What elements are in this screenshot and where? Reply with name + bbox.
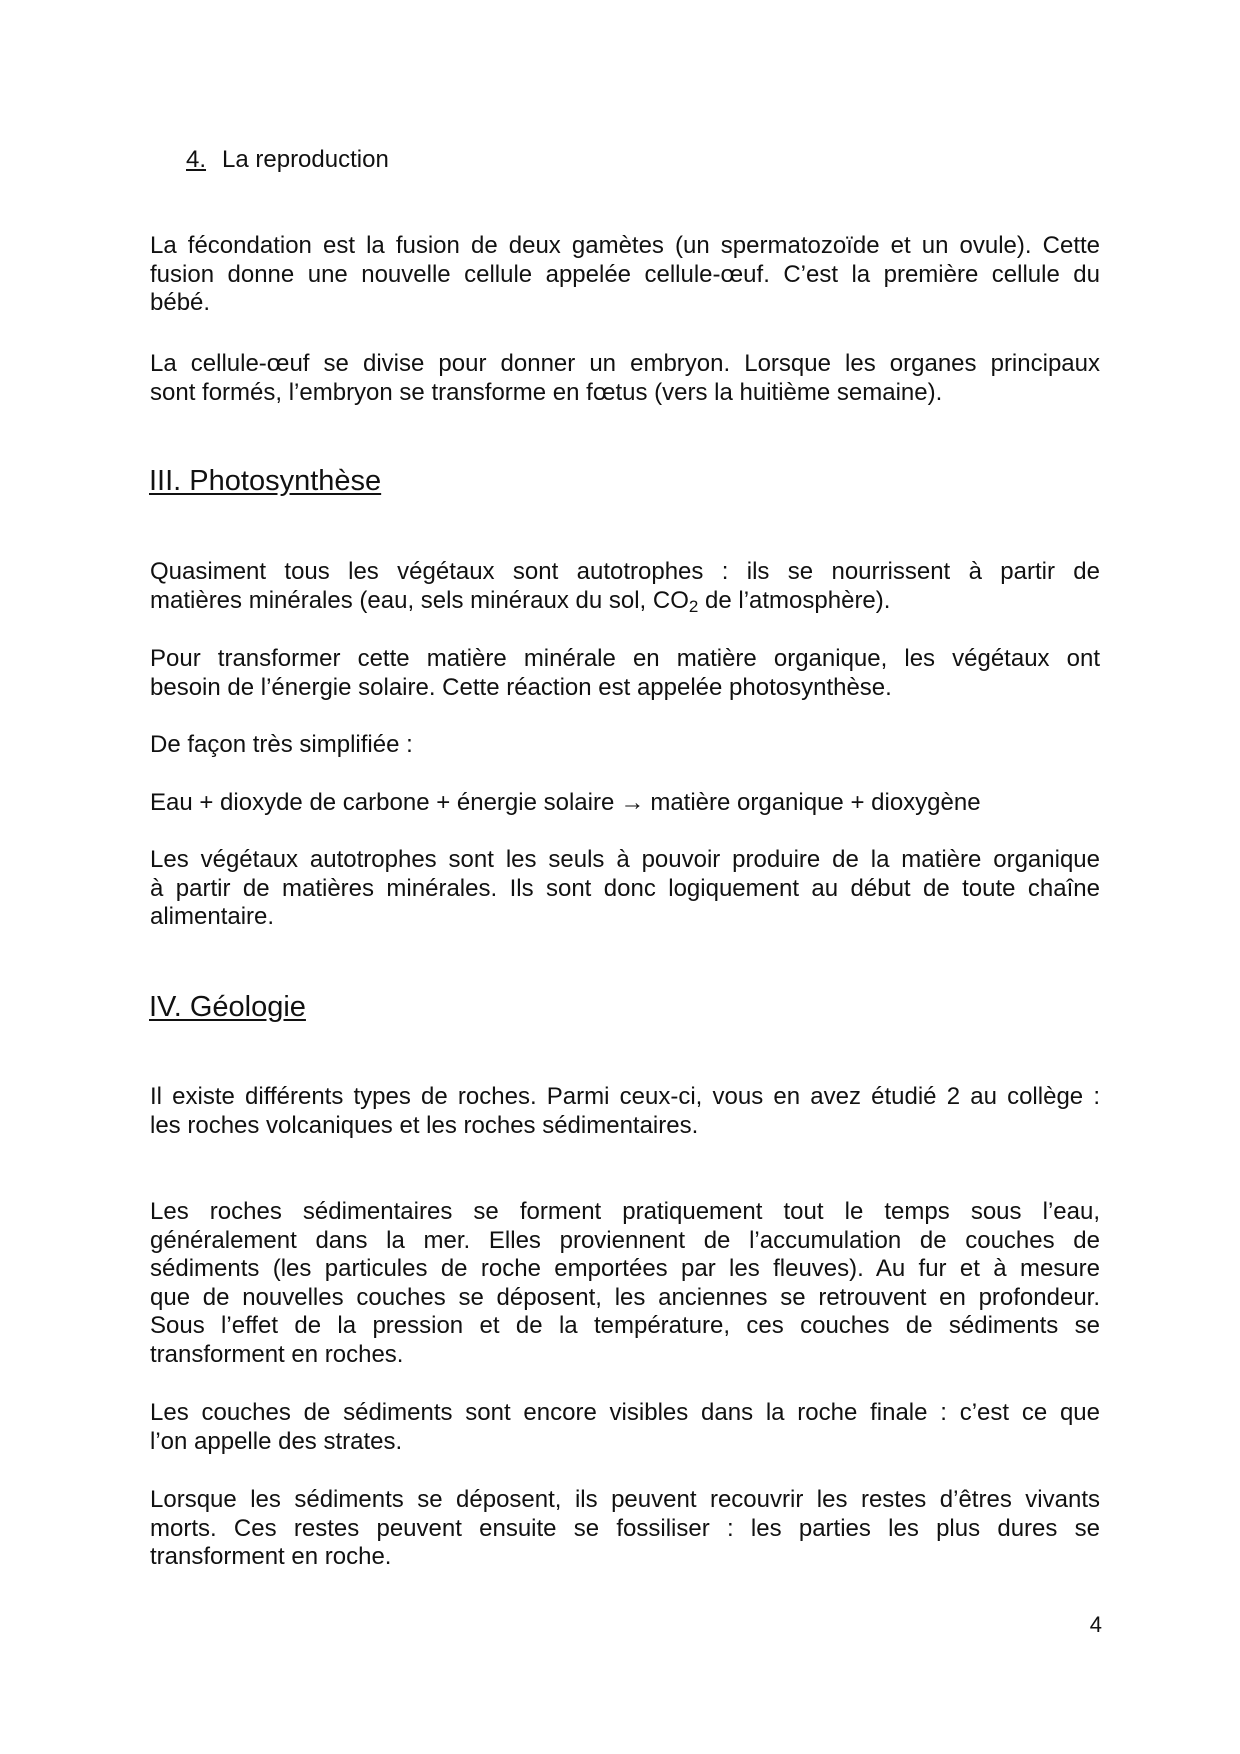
subsection-heading <box>186 146 389 174</box>
text-line: bébé. <box>150 289 211 316</box>
text-line: besoin de l’énergie solaire. Cette réaction est appelée photosynthèse. <box>150 673 892 701</box>
text-line: les roches volcaniques et les roches sédimentaires. <box>150 1111 699 1139</box>
roches-sedimentaires-paragraph <box>150 1198 1100 1369</box>
equation-products: matière organique + dioxygène <box>650 789 981 816</box>
subsection-number: 4. <box>186 146 207 173</box>
text-line: Quasiment tous les végétaux sont autotrophes : ils se nourrissent à partir de <box>150 558 1100 585</box>
text-line: La fécondation est la fusion de deux gamètes (un spermatozoïde et un ovule). Cette <box>150 232 1100 259</box>
text-line: alimentaire. <box>150 903 275 930</box>
text-line: Les roches sédimentaires se forment pratiquement tout le temps sous l’eau, <box>150 1198 1100 1225</box>
text-fragment: matières minérales (eau, sels minéraux du sol, CO <box>150 586 689 614</box>
text-line: Il existe différents types de roches. Parmi ceux-ci, vous en avez étudié 2 au collège : <box>150 1083 1100 1110</box>
text-line: fusion donne une nouvelle cellule appelée cellule-œuf. C’est la première cellule du <box>150 260 1100 288</box>
text-line: l’on appelle des strates. <box>150 1427 403 1455</box>
text-line: Les végétaux autotrophes sont les seuls à pouvoir produire de la matière organique <box>150 846 1100 873</box>
text-line: généralement dans la mer. Elles proviennent de l’accumulation de couches de <box>150 1226 1100 1254</box>
equation-reactants: Eau + dioxyde de carbone + énergie solaire <box>150 789 615 816</box>
fossiles-paragraph <box>150 1486 1100 1572</box>
text-line: que de nouvelles couches se déposent, les anciennes se retrouvent en profondeur. <box>150 1283 1100 1311</box>
text-line: Sous l’effet de la pression et de la température, ces couches de sédiments se <box>150 1312 1100 1339</box>
page-number: 4 <box>1089 1612 1102 1637</box>
section-title-geologie: IV. Géologie <box>149 991 306 1023</box>
text-line: transforment en roche. <box>150 1543 392 1570</box>
text-line: Lorsque les sédiments se déposent, ils peuvent recouvrir les restes d’êtres vivants <box>150 1486 1100 1513</box>
section-title-photosynthese: III. Photosynthèse <box>149 465 382 497</box>
arrow-right-icon: → <box>620 789 645 816</box>
co2-subscript: 2 <box>688 596 699 616</box>
simplified-intro <box>150 731 1100 760</box>
text-line <box>150 587 1100 616</box>
text-line: Les couches de sédiments sont encore visibles dans la roche finale : c’est ce que <box>150 1399 1100 1426</box>
autotrophes-paragraph <box>150 558 1100 615</box>
embryon-paragraph <box>150 350 1100 407</box>
text-fragment: de l’atmosphère). <box>698 586 891 614</box>
text-line: sédiments (les particules de roche emportées par les fleuves). Au fur et à mesure <box>150 1255 1100 1282</box>
fecondation-paragraph <box>150 232 1100 318</box>
text-line: à partir de matières minérales. Ils sont donc logiquement au début de toute chaîne <box>150 874 1100 902</box>
strates-paragraph <box>150 1399 1100 1456</box>
text-line: La cellule-œuf se divise pour donner un embryon. Lorsque les organes principaux <box>150 350 1100 377</box>
text-line: sont formés, l’embryon se transforme en fœtus (vers la huitième semaine). <box>150 378 943 406</box>
text-line: De façon très simplifiée : <box>150 731 413 758</box>
subsection-title: La reproduction <box>222 146 389 173</box>
text-line: morts. Ces restes peuvent ensuite se fossiliser : les parties les plus dures se <box>150 1514 1100 1542</box>
chaine-alimentaire-paragraph <box>150 846 1100 932</box>
photosynthesis-equation <box>150 789 1100 818</box>
text-line: Pour transformer cette matière minérale en matière organique, les végétaux ont <box>150 645 1100 672</box>
text-line: transforment en roches. <box>150 1340 404 1368</box>
energie-solaire-paragraph <box>150 645 1100 702</box>
types-roches-paragraph <box>150 1083 1100 1140</box>
